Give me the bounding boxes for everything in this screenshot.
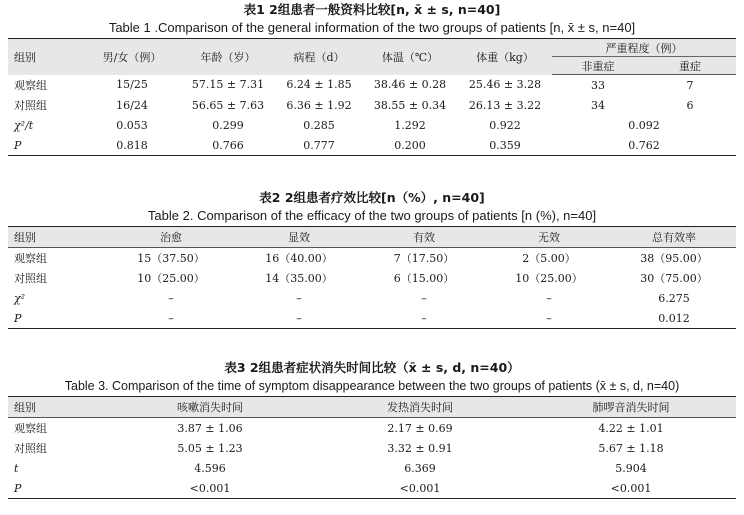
t3-header-group: 组别 — [8, 397, 106, 418]
table-cell: 33 — [591, 78, 605, 92]
table-3 — [8, 360, 736, 499]
table-cell: 2（5.00） — [522, 252, 576, 265]
t1-header-temp: 体温（℃） — [381, 50, 439, 64]
table-2 — [8, 190, 736, 329]
table-cell: χ²/t — [14, 118, 34, 132]
table-cell: 0.092 — [628, 118, 660, 132]
table-cell: 3.32 ± 0.91 — [387, 441, 453, 455]
table-1-title-cn: 表1 2组患者一般资料比较[n, x̄ ± s, n=40] — [243, 2, 501, 17]
table-cell: 30（75.00） — [640, 272, 708, 285]
t1-header-severity: 严重程度（例） — [552, 39, 736, 57]
table-cell: 5.904 — [615, 461, 647, 475]
table-cell: 对照组 — [14, 99, 47, 112]
table-cell: – — [362, 308, 486, 329]
table-cell: 34 — [591, 98, 605, 112]
table-cell: 6（15.00） — [393, 272, 455, 285]
table-cell: 7（17.50） — [393, 252, 455, 265]
table-1-grid — [8, 38, 736, 156]
table-cell: 0.766 — [180, 135, 276, 156]
table-cell: 6.36 ± 1.92 — [286, 98, 352, 112]
t1-header-sex: 男/女（例） — [102, 50, 162, 64]
table-row — [8, 115, 736, 135]
table-cell: 2.17 ± 0.69 — [387, 421, 453, 435]
table-cell: 对照组 — [14, 442, 47, 455]
table-cell: P — [8, 135, 84, 156]
table-row — [8, 418, 736, 439]
table-cell: 16/24 — [116, 98, 148, 112]
table-cell: 5.67 ± 1.18 — [598, 441, 664, 455]
t2-header-marked: 显效 — [236, 227, 362, 248]
table-cell: – — [168, 291, 174, 305]
table-2-grid — [8, 226, 736, 329]
table-cell: 15/25 — [116, 78, 148, 92]
table-cell: 56.65 ± 7.63 — [191, 98, 265, 112]
t1-header-group: 组别 — [14, 50, 36, 64]
table-1 — [8, 2, 736, 156]
t1-header-nonsevere: 非重症 — [552, 57, 644, 75]
table-row — [8, 135, 736, 156]
t1-header-severe: 重症 — [644, 57, 736, 75]
table-cell: 57.15 ± 7.31 — [191, 78, 265, 92]
table-cell: <0.001 — [526, 478, 736, 499]
table-row — [8, 248, 736, 269]
t2-header-effective: 有效 — [362, 227, 486, 248]
table-cell: 6.369 — [404, 461, 436, 475]
table-cell: 0.777 — [276, 135, 362, 156]
table-row — [8, 458, 736, 478]
table-cell: – — [486, 308, 612, 329]
table-row — [8, 478, 736, 499]
t1-header-course: 病程（d） — [293, 50, 345, 64]
table-1-title-en: Table 1 .Comparison of the general information of the two groups of patients [n, x̄ ± s, n=40] — [108, 20, 636, 35]
table-cell: 0.200 — [362, 135, 458, 156]
table-cell: 观察组 — [14, 252, 47, 265]
table-cell: 0.053 — [116, 118, 148, 132]
t3-header-cough: 咳嗽消失时间 — [106, 397, 314, 418]
table-cell: 6 — [686, 98, 694, 112]
table-cell: – — [296, 291, 302, 305]
table-2-title-en: Table 2. Comparison of the efficacy of the two groups of patients [n (%), n=40] — [147, 208, 597, 223]
table-cell: – — [421, 291, 427, 305]
table-cell: P — [8, 308, 106, 329]
table-cell: 0.299 — [212, 118, 244, 132]
t3-header-rales: 肺啰音消失时间 — [526, 397, 736, 418]
table-row — [8, 308, 736, 329]
table-2-title-cn: 表2 2组患者疗效比较[n（%）, n=40] — [259, 190, 485, 205]
table-cell: 0.762 — [552, 135, 736, 156]
table-cell: 4.22 ± 1.01 — [598, 421, 664, 435]
table-cell: t — [14, 461, 19, 475]
table-cell: 38.46 ± 0.28 — [373, 78, 447, 92]
table-cell: 1.292 — [394, 118, 426, 132]
table-cell: 16（40.00） — [265, 252, 333, 265]
table-cell: – — [236, 308, 362, 329]
table-cell: 14（35.00） — [265, 272, 333, 285]
table-cell: P — [8, 478, 106, 499]
table-cell: 10（25.00） — [137, 272, 205, 285]
table-cell: 观察组 — [14, 422, 47, 435]
table-row — [8, 438, 736, 458]
table-cell: 7 — [686, 78, 694, 92]
table-cell: 0.359 — [458, 135, 552, 156]
table-cell: 38（95.00） — [640, 252, 708, 265]
table-cell: – — [546, 291, 552, 305]
table-cell: 25.46 ± 3.28 — [468, 78, 542, 92]
table-cell: χ² — [14, 291, 26, 305]
t2-header-total-rate: 总有效率 — [612, 227, 736, 248]
t3-header-fever: 发热消失时间 — [314, 397, 526, 418]
table-row — [8, 288, 736, 308]
table-cell: 3.87 ± 1.06 — [177, 421, 243, 435]
table-cell: 4.596 — [194, 461, 226, 475]
table-cell: 观察组 — [14, 78, 47, 92]
table-cell: 0.285 — [303, 118, 335, 132]
table-cell: <0.001 — [314, 478, 526, 499]
table-cell: 6.275 — [658, 291, 690, 305]
t1-header-age: 年龄（岁） — [200, 50, 256, 64]
t2-header-group: 组别 — [8, 227, 106, 248]
table-cell: 对照组 — [14, 272, 47, 285]
table-cell: 5.05 ± 1.23 — [177, 441, 243, 455]
table-cell: 38.55 ± 0.34 — [373, 98, 447, 112]
table-3-title-cn: 表3 2组患者症状消失时间比较（x̄ ± s, d, n=40） — [224, 360, 520, 375]
table-cell: 0.012 — [612, 308, 736, 329]
table-cell: 0.818 — [84, 135, 180, 156]
table-3-grid — [8, 396, 736, 499]
table-cell: 0.922 — [489, 118, 521, 132]
table-row — [8, 95, 736, 115]
t2-header-cured: 治愈 — [106, 227, 236, 248]
table-cell: 15（37.50） — [137, 252, 205, 265]
table-3-title-en: Table 3. Comparison of the time of symptom disappearance between the two groups of patients (x̄ ± s, d, n=40) — [64, 379, 680, 393]
table-row — [8, 75, 736, 96]
table-cell: <0.001 — [106, 478, 314, 499]
table-row — [8, 268, 736, 288]
table-cell: – — [106, 308, 236, 329]
table-cell: 6.24 ± 1.85 — [286, 78, 352, 92]
t1-header-weight: 体重（kg） — [476, 50, 534, 64]
table-cell: 10（25.00） — [515, 272, 583, 285]
t2-header-ineffective: 无效 — [486, 227, 612, 248]
table-cell: 26.13 ± 3.22 — [468, 98, 542, 112]
